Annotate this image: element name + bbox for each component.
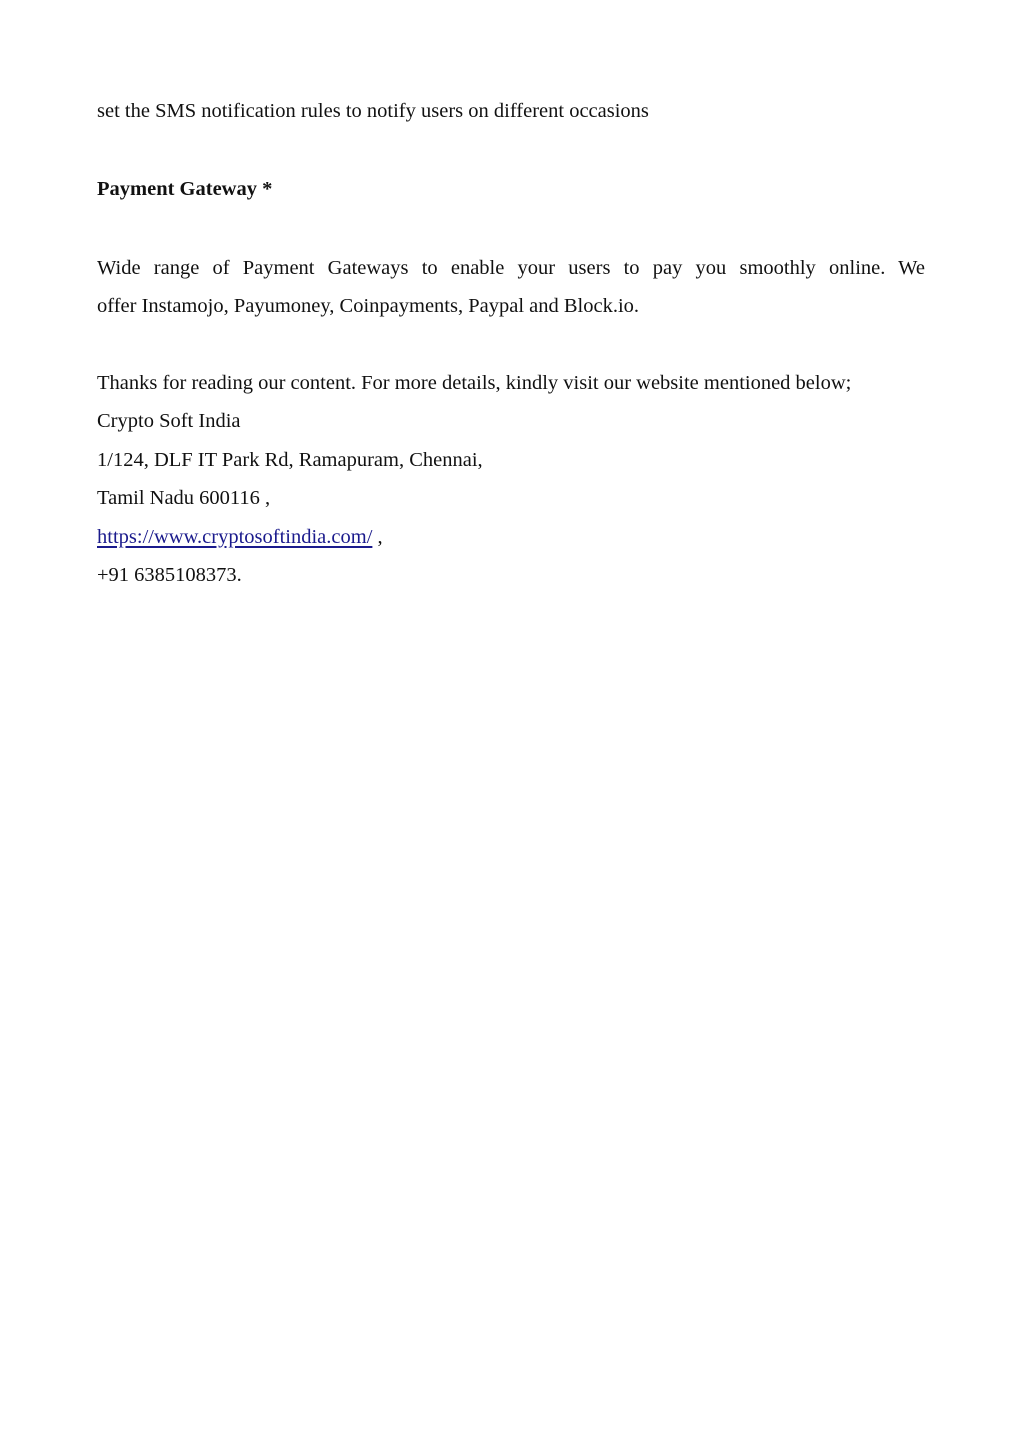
gateway-paragraph	[97, 249, 925, 325]
website-row	[97, 518, 925, 556]
section-heading-payment-gateway: Payment Gateway *	[97, 178, 273, 200]
address-line-2: Tamil Nadu 600116 ,	[97, 487, 271, 510]
intro-text: set the SMS notification rules to notify users on different occasions	[97, 100, 649, 122]
thanks-text: Thanks for reading our content. For more details, kindly visit our website mentioned below;	[97, 372, 852, 394]
website-suffix: ,	[372, 525, 383, 548]
company-name: Crypto Soft India	[97, 410, 241, 433]
gateway-paragraph-line2: offer Instamojo, Payumoney, Coinpayments, Paypal and Block.io.	[97, 295, 640, 317]
gateway-paragraph-line1: Wide range of Payment Gateways to enable your users to pay you smoothly online. We	[97, 257, 925, 279]
closing-block	[97, 364, 925, 594]
website-link[interactable]: https://www.cryptosoftindia.com/	[97, 525, 373, 548]
address-line-1: 1/124, DLF IT Park Rd, Ramapuram, Chennai,	[97, 448, 483, 471]
phone-number: +91 6385108373.	[97, 563, 242, 586]
